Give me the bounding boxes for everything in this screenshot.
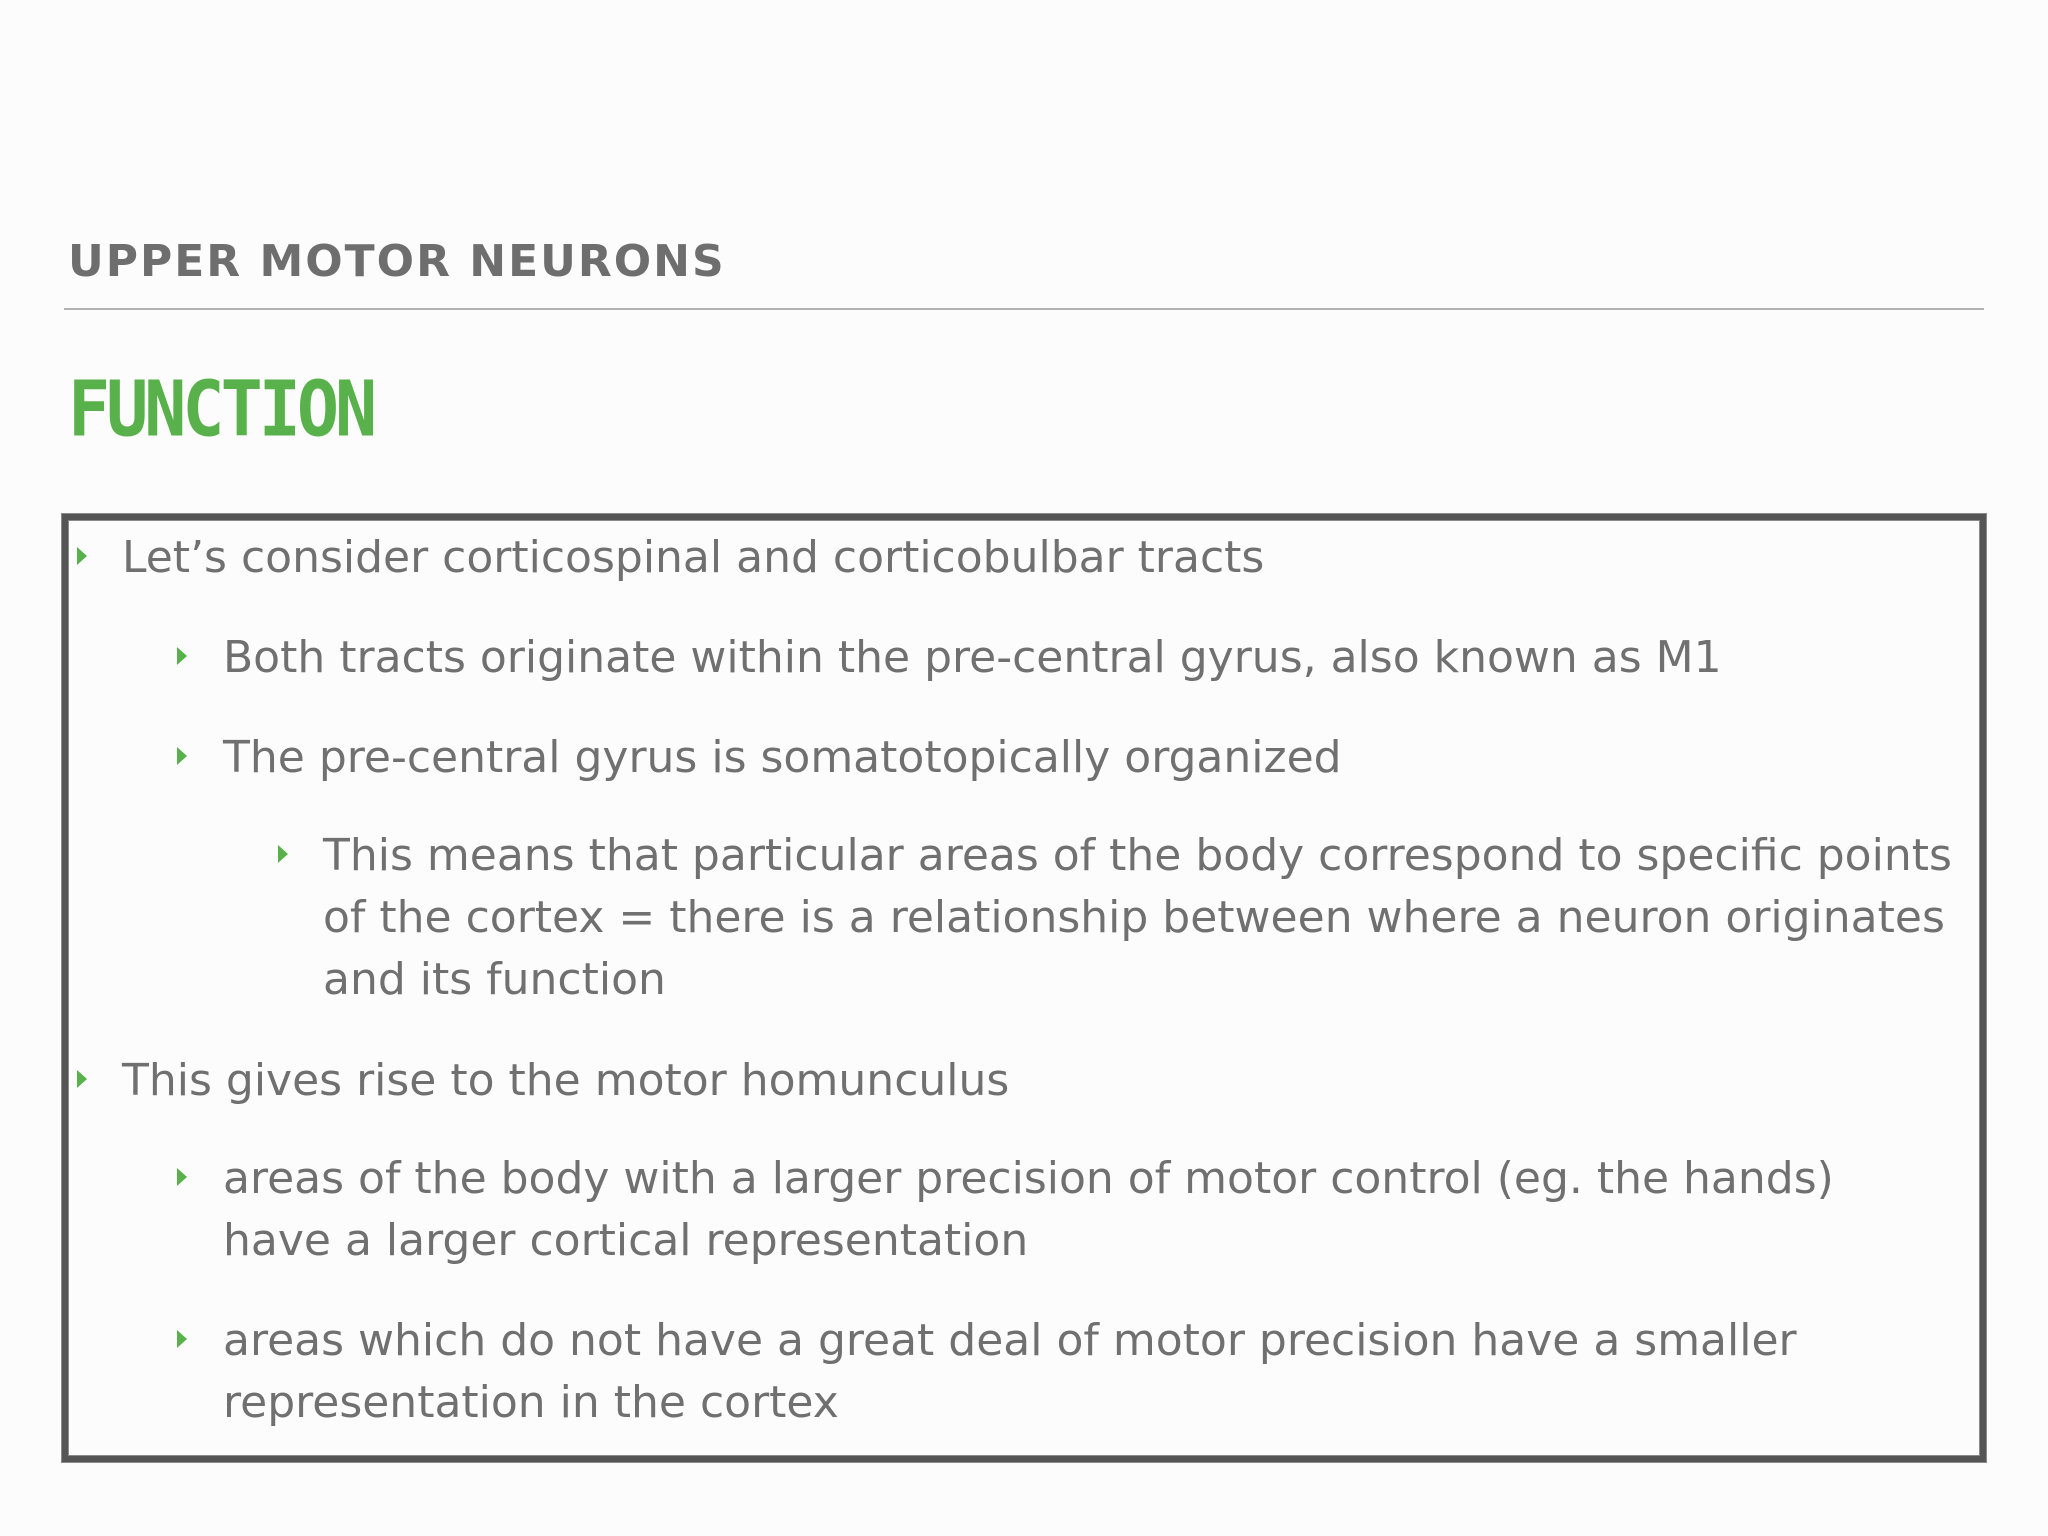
bullet-text: This gives rise to the motor homunculus <box>122 1055 1010 1106</box>
bullet-text: areas of the body with a larger precision of motor control (eg. the hands) have a larger cortical representation <box>223 1153 1834 1266</box>
bullet-text: The pre-central gyrus is somatotopically organized <box>223 732 1342 783</box>
bullet-text: Both tracts originate within the pre-central gyrus, also known as M1 <box>223 632 1722 683</box>
bullet-arrow-icon <box>177 647 187 665</box>
bullet-item <box>177 727 1957 789</box>
bullet-arrow-icon <box>177 747 187 765</box>
bullet-text: areas which do not have a great deal of motor precision have a smaller representation in the cortex <box>223 1315 1797 1428</box>
bullet-arrow-icon <box>177 1168 187 1186</box>
bullet-arrow-icon <box>177 1330 187 1348</box>
bullet-arrow-icon <box>77 547 87 565</box>
title-divider <box>64 308 1984 310</box>
bullet-arrow-icon <box>77 1070 87 1088</box>
section-title: UPPER MOTOR NEURONS <box>68 236 726 287</box>
bullet-item <box>77 1050 1957 1112</box>
bullet-item <box>278 825 1970 1011</box>
bullet-item <box>177 1310 1897 1434</box>
bullet-item <box>77 527 1957 589</box>
bullet-item <box>177 627 1957 689</box>
slide-heading: FUNCTION <box>68 364 374 455</box>
bullet-text: This means that particular areas of the body correspond to specific points of the cortex = there is a relationship between where a neuron originates and its function <box>323 830 1952 1005</box>
bullet-item <box>177 1148 1897 1272</box>
bullet-arrow-icon <box>278 845 288 863</box>
bullet-text: Let’s consider corticospinal and corticobulbar tracts <box>122 532 1265 583</box>
